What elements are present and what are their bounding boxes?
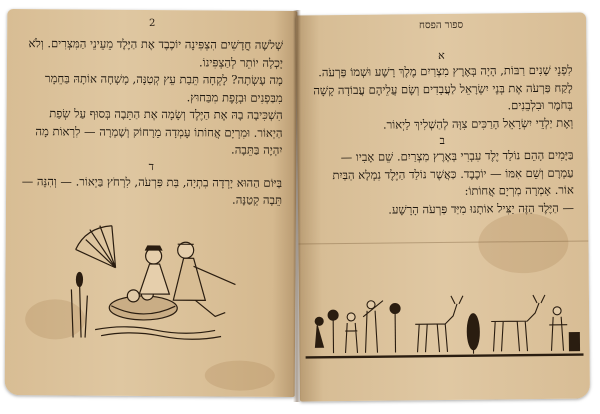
paragraph: — הַיֶּלֶד הַזֶּה יַצִּיל אוֹתָנוּ מִיַּד פַּרְעֹה הָרָשָׁע. xyxy=(388,200,575,217)
book-spine-crease xyxy=(293,10,301,402)
paragraph: הִשְׁכִּיבָה בָהּ אֶת הַיֶּלֶד וְשָׂמָה אֶת הַתֵּבָה בְּסוּף עַל שְׂפַת הַיְאוֹר. וּמִרְיָם אֲחוֹתוֹ עָמְדָה מֵרָחוֹק וְשָׁמְרָה — לִרְאוֹת מָה יִהְיֶה בַּתֵּבָה. xyxy=(35,106,283,157)
paragraph: לָקַח פַּרְעֹה אֶת בְּנֵי יִשְׂרָאֵל לַעֲבָדִים וְשָׂם עֲלֵיהֶם עֲבוֹדָה קָשָׁה בְּחֹמֶר וּבִלְבֵנִים. xyxy=(313,80,574,113)
paragraph: לִפְנֵי שָׁנִים רַבּוֹת, הָיָה בְּאֶרֶץ מִצְרַיִם מֶלֶךְ רָשָׁע וּשְׁמוֹ פַּרְעֹה. xyxy=(318,62,573,80)
paragraph: בַּיּוֹם הַהוּא יָרְדָה בִתְיָה, בַּת פַּרְעֹה, לִרְחֹץ בַּיְאוֹר. — וְהִנֵּה — תֵּבָה קְטַנָּה. xyxy=(21,173,283,207)
section-mark: ב xyxy=(439,133,446,148)
right-page-text xyxy=(310,47,574,220)
egyptian-frieze-illustration xyxy=(305,293,584,360)
moses-basket-illustration xyxy=(65,219,246,340)
left-page-text xyxy=(20,35,283,209)
left-page xyxy=(5,9,298,397)
running-head: ספור הפסח xyxy=(418,19,464,32)
paragraph: מָה עָשְׂתָה? לָקְחָה תֵּבַת עֵץ קְטַנָּה, מָשְׁחָה אוֹתָהּ בַּחֵמָר מִבַּפְנִים וּבְזֶפֶת מִבַּחוּץ. xyxy=(44,71,283,105)
section-mark: א xyxy=(438,48,445,63)
page-stain xyxy=(205,360,275,390)
open-booklet xyxy=(6,10,594,408)
page-number: 2 xyxy=(149,17,156,30)
paragraph: שְׁלשָׁה חֳדָשִׁים הִצְפִּינָה יוֹכֶבֶד אֶת הַיֶּלֶד מֵעֵינֵי הַמִּצְרִים. וְלֹא יָכְלָה יוֹתֵר לְהַצְפִּינוֹ. xyxy=(28,36,284,70)
right-page xyxy=(296,12,590,401)
paragraph: בַּיָּמִים הָהֵם נוֹלַד יֶלֶד עִבְרִי בְּאֶרֶץ מִצְרַיִם. שֵׁם אָבִיו — עַמְרָם וְשֵׁם אִמּוֹ — יוֹכֶבֶד. כַּאֲשֶׁר נוֹלַד הַיֶּלֶד נִמְלָא הַבַּיִת אוֹר. אָמְרָה מִרְיָם אֲחוֹתוֹ: xyxy=(332,147,574,198)
paragraph: וְאֶת יַלְדֵי יִשְׂרָאֵל הָרַכִּים צִוָּה לְהַשְׁלִיךְ לַיְאוֹר. xyxy=(382,115,574,132)
page-stain xyxy=(478,213,569,274)
section-mark: ד xyxy=(148,159,154,173)
